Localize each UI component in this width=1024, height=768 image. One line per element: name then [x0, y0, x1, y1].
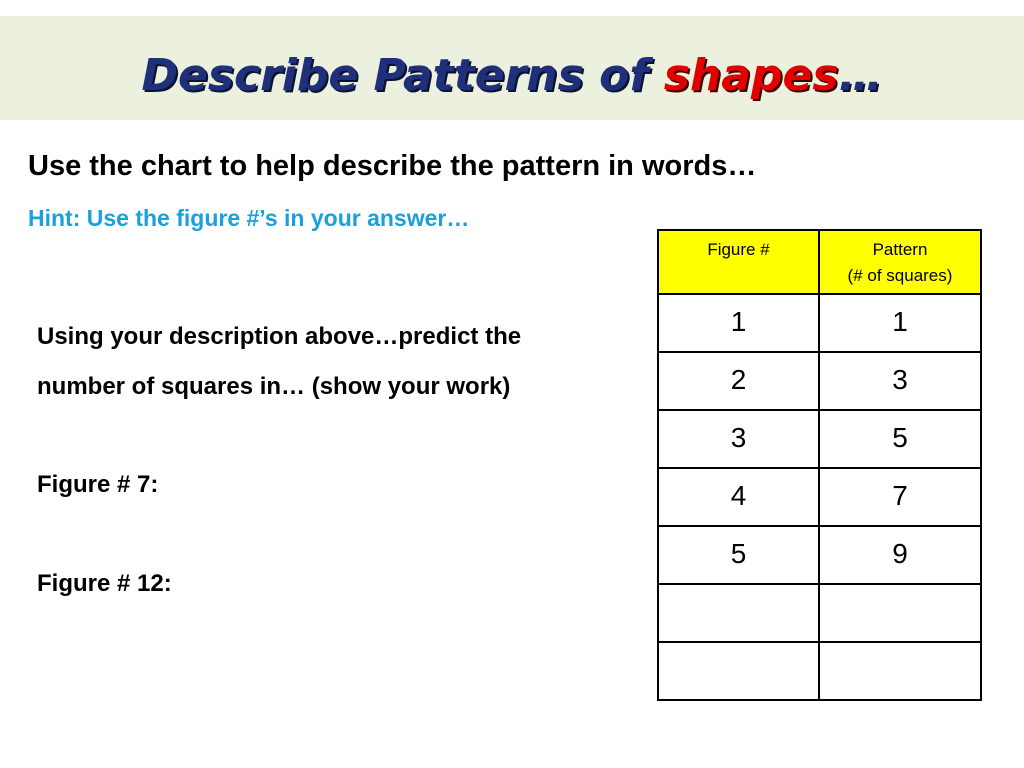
cell-squares: 5 — [819, 410, 981, 468]
cell-squares — [819, 642, 981, 700]
header-pattern — [819, 230, 981, 294]
cell-squares — [819, 584, 981, 642]
hint-text: Hint: Use the figure #’s in your answer… — [28, 205, 470, 231]
header-figure — [658, 230, 819, 294]
header-pattern-sublabel: (# of squares) — [847, 266, 953, 285]
table-row — [658, 526, 981, 584]
cell-squares: 7 — [819, 468, 981, 526]
prediction-line-2: number of squares in… (show your work) — [37, 373, 511, 400]
title-main: Describe Patterns of — [141, 50, 664, 101]
cell-figure — [658, 642, 819, 700]
slide-title — [0, 46, 1024, 106]
table-row — [658, 352, 981, 410]
cell-figure: 4 — [658, 468, 819, 526]
cell-figure — [658, 584, 819, 642]
cell-squares: 3 — [819, 352, 981, 410]
cell-squares: 1 — [819, 294, 981, 352]
cell-squares: 9 — [819, 526, 981, 584]
prediction-line-1: Using your description above…predict the — [37, 323, 522, 350]
cell-figure: 3 — [658, 410, 819, 468]
title-ellipsis: … — [838, 50, 883, 101]
instruction-text: Use the chart to help describe the pattern in words… — [28, 150, 757, 182]
table-row — [658, 294, 981, 352]
header-pattern-label: Pattern — [872, 240, 928, 259]
cell-figure: 1 — [658, 294, 819, 352]
table-row — [658, 468, 981, 526]
table-row — [658, 642, 981, 700]
title-accent: shapes — [663, 50, 839, 101]
cell-figure: 5 — [658, 526, 819, 584]
header-figure-label: Figure # — [707, 240, 770, 259]
cell-figure: 2 — [658, 352, 819, 410]
table-row — [658, 584, 981, 642]
table-header-row — [658, 230, 981, 294]
figure-7-prompt: Figure # 7: — [37, 471, 159, 498]
pattern-table — [657, 229, 982, 701]
figure-12-prompt: Figure # 12: — [37, 570, 172, 597]
table-row — [658, 410, 981, 468]
